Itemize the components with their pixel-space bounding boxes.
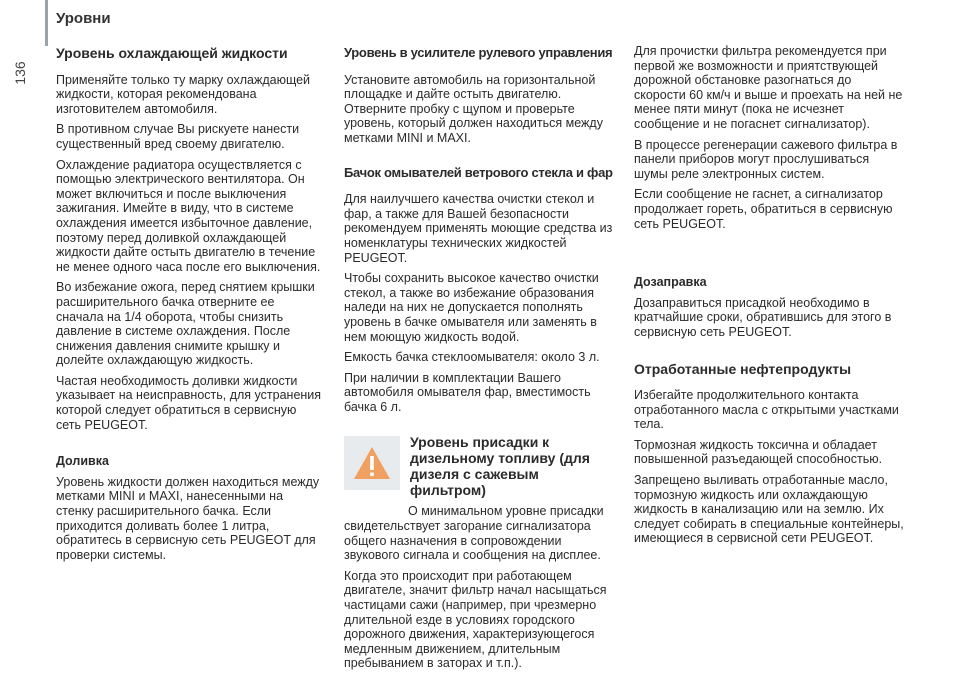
paragraph: Дозаправиться присадкой необходимо в кратчайшие сроки, обратившись для этого в сервисную сеть PEUGEOT. [634,295,892,339]
paragraph: Чтобы сохранить высокое качество очистки стекол, а также во избежание образования наледи на них не допускается пополнять уровень в бачке омывателя или заменять в нем моющую жидкость водой. [344,271,599,344]
paragraph: В процессе регенерации сажевого фильтра в панели приборов могут прослушиваться шумы реле электронных систем. [634,137,898,181]
paragraph: Для наилучшего качества очистки стекол и фар, а также для Вашей безопасности рекомендуем применять моющие средства из номенклатуры технических жидкостей PEUGEOT. [344,192,613,265]
paragraph: В противном случае Вы рискуете нанести существенный вред своему двигателю. [56,122,300,151]
heading-coolant-level: Уровень охлаждающей жидкости [56,45,288,61]
header-accent-bar [45,0,48,46]
paragraph: Установите автомобиль на горизонтальной площадке и дайте остыть двигателю. Отверните пробку с щупом и проверьте уровень, который должен находиться между метками MINI и MAXI. [344,72,603,145]
paragraph: Для прочистки фильтра рекомендуется при первой же возможности и приятствующей дорожной обстановке разогнаться до скорости 60 км/ч и выше и проехать на ней не менее пяти минут (пока не исчезнет сообщение и не погаснет сигнализатор). [634,44,903,131]
column-2 [344,40,614,677]
paragraph: Уровень жидкости должен находиться между метками MINI и MAXI, нанесенными на стенку расширительного бачка. Если приходится доливать более 1 литра, обратитесь в сервисную сеть PEUGEOT для проверки системы. [56,474,320,562]
diesel-additive-notice [344,434,614,498]
paragraph: Если сообщение не гаснет, а сигнализатор продолжает гореть, обратиться в сервисную сеть PEUGEOT. [634,187,893,231]
paragraph: Когда это происходит при работающем двигателе, значит фильтр начал насыщаться частицами сажи (например, при чрезмерно длительной езде в условиях городского дорожного движения, характеризующегося медленным движением, длительным пребыванием в заторах и т.п.). [344,568,607,671]
heading-topping-up: Доливка [56,454,109,469]
paragraph: Во избежание ожога, перед снятием крышки расширительного бачка отверните ее сначала на 1/4 оборота, чтобы снизить давление в системе охлаждения. После снижения давления снимите крышку и долейте охлаждающую жидкость. [56,280,315,368]
paragraph: При наличии в комплектации Вашего автомобиля омывателя фар, вместимость бачка 6 л. [344,370,591,414]
paragraph: О минимальном уровне присадки свидетельствует загорание сигнализатора общего назначения в сопровождении звукового сигнала и сообщения на дисплее. [344,504,604,563]
heading-diesel-additive: Уровень присадки к дизельному топливу (для дизеля с сажевым фильтром) [410,434,590,499]
column-3 [634,44,906,552]
paragraph: Запрещено выливать отработанные масло, тормозную жидкость или охлаждающую жидкость в канализацию или на землю. Их следует собирать в специальные контейнеры, имеющиеся в сервисной сети PEUGEOT. [634,473,904,546]
warning-triangle-icon [352,445,392,481]
paragraph: Избегайте продолжительного контакта отработанного масла с открытыми участками тела. [634,388,899,432]
paragraph: Емкость бачка стеклоомывателя: около 3 л. [344,350,600,365]
paragraph: Применяйте только ту марку охлаждающей жидкости, которая рекомендована изготовителем автомобиля. [56,72,311,116]
warning-icon-box [344,436,400,490]
page-title: Уровни [56,10,111,27]
paragraph: Охлаждение радиатора осуществляется с помощью электрического вентилятора. Он может включиться и после выключения зажигания. Имейте в виду, что в системе охлаждения имеется избыточное давление, поэтому перед доливкой охлаждающей жидкости дайте остыть двигателю в течение не менее одного часа после его выключения. [56,157,321,274]
page-number: 136 [12,61,28,85]
heading-used-oils: Отработанные нефтепродукты [634,360,852,377]
heading-power-steering-level: Уровень в усилителе рулевого управления [344,45,613,60]
paragraph: Частая необходимость доливки жидкости указывает на неисправность, для устранения которой следует обратиться в сервисную сеть PEUGEOT. [56,373,322,432]
heading-washer-reservoir: Бачок омывателей ветрового стекла и фар [344,164,613,180]
heading-refilling: Дозаправка [634,275,707,290]
column-1 [56,40,324,568]
paragraph: Тормозная жидкость токсична и обладает повышенной разъедающей способностью. [634,437,883,467]
